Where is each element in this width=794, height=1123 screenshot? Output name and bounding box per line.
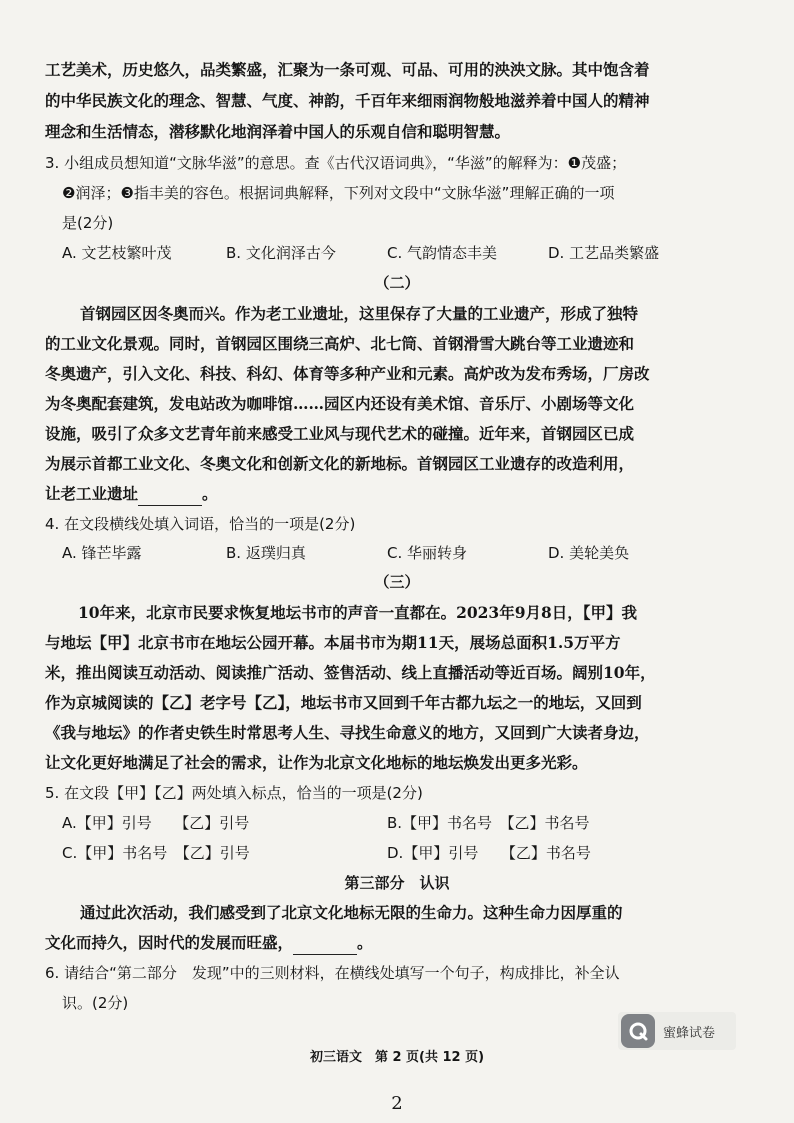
- passage-line: 作为京城阅读的【乙】老字号【乙】，地坛书市又回到千年古都九坛之一的地坛，又回到: [45, 693, 642, 712]
- q-logo-icon: [621, 1014, 655, 1048]
- option-d: D.【甲】引号 【乙】书名号: [387, 844, 591, 862]
- option-d: D. 工艺品类繁盛: [548, 244, 660, 262]
- question-3-text: 是(2分): [62, 214, 114, 232]
- passage-line: 米，推出阅读互动活动、阅读推广活动、签售活动、线上直播活动等近百场。阔别10年，: [45, 663, 656, 682]
- passage-line: [45, 482, 750, 506]
- passage-line: 与地坛【甲】北京书市在地坛公园开幕。本届书市为期11天，展场总面积1.5万平方: [45, 633, 621, 652]
- passage-line: 工艺美术，历史悠久，品类繁盛，汇聚为一条可观、可品、可用的泱泱文脉。其中饱含着: [45, 60, 650, 79]
- passage-line: 的工业文化景观。同时，首钢园区围绕三高炉、北七筒、首钢滑雪大跳台等工业遗迹和: [45, 334, 635, 353]
- option-a: A. 锋芒毕露: [62, 544, 142, 562]
- fill-blank: [293, 938, 357, 955]
- passage-line: 首钢园区因冬奥而兴。作为老工业遗址，这里保存了大量的工业遗产，形成了独特: [80, 304, 639, 323]
- passage-line: 为展示首都工业文化、冬奥文化和创新文化的新地标。首钢园区工业遗存的改造利用，: [45, 454, 635, 473]
- option-d: D. 美轮美奂: [548, 544, 630, 562]
- question-4-text: 4. 在文段横线处填入词语，恰当的一项是(2分): [45, 515, 356, 533]
- passage-line: 《我与地坛》的作者史铁生时常思考人生、寻找生命意义的地方，又回到广大读者身边，: [45, 723, 650, 742]
- page-footer: 初三语文 第 2 页(共 12 页): [309, 1050, 485, 1065]
- passage-line: 通过此次活动，我们感受到了北京文化地标无限的生命力。这种生命力因厚重的: [80, 903, 623, 922]
- question-5-text: 5. 在文段【甲】【乙】两处填入标点，恰当的一项是(2分): [45, 784, 423, 802]
- option-c: C. 华丽转身: [387, 544, 468, 562]
- passage-text: 让老工业遗址: [45, 484, 139, 503]
- part-heading: 第三部分 认识: [344, 874, 450, 892]
- passage-line: 让文化更好地满足了社会的需求，让作为北京文化地标的地坛焕发出更多光彩。: [45, 753, 588, 772]
- passage-line: 设施，吸引了众多文艺青年前来感受工业风与现代艺术的碰撞。近年来，首钢园区已成: [45, 424, 635, 443]
- question-6-text: 识。(2分): [62, 994, 129, 1012]
- section-heading: （二）: [374, 274, 420, 292]
- page-number: 2: [391, 1093, 403, 1114]
- passage-line: 的中华民族文化的理念、智慧、气度、神韵，千百年来细雨润物般地滋养着中国人的精神: [45, 91, 650, 110]
- option-a: A. 文艺枝繁叶茂: [62, 244, 172, 262]
- option-b: B.【甲】书名号 【乙】书名号: [387, 814, 590, 832]
- passage-line: 理念和生活情态，潜移默化地润泽着中国人的乐观自信和聪明智慧。: [45, 122, 511, 141]
- passage-text: 。: [357, 933, 373, 952]
- option-b: B. 返璞归真: [226, 544, 306, 562]
- question-3-text: ❷润泽；❸指丰美的容色。根据词典解释，下列对文段中“文脉华滋”理解正确的一项: [62, 184, 615, 202]
- passage-text: 。: [202, 484, 218, 503]
- section-heading: （三）: [374, 573, 420, 591]
- watermark-text: 蜜蜂试卷: [663, 1025, 716, 1041]
- question-3-text: 3. 小组成员想知道“文脉华滋”的意思。查《古代汉语词典》，“华滋”的解释为：❶茂盛；: [45, 154, 627, 172]
- passage-line: 为冬奥配套建筑，发电站改为咖啡馆……园区内还设有美术馆、音乐厅、小剧场等文化: [45, 394, 635, 413]
- passage-line: [45, 931, 750, 955]
- option-b: B. 文化润泽古今: [226, 244, 336, 262]
- option-c: C. 气韵情态丰美: [387, 244, 498, 262]
- option-c: C.【甲】书名号 【乙】引号: [62, 844, 250, 862]
- fill-blank: [138, 489, 202, 506]
- passage-text: 文化而持久，因时代的发展而旺盛，: [45, 933, 294, 952]
- passage-line: 冬奥遗产，引入文化、科技、科幻、体育等多种产业和元素。高炉改为发布秀场，厂房改: [45, 364, 650, 383]
- watermark-logo: [618, 1012, 736, 1050]
- option-a: A.【甲】引号 【乙】引号: [62, 814, 250, 832]
- passage-line: 10年来，北京市民要求恢复地坛书市的声音一直都在。2023年9月8日，【甲】我: [78, 603, 638, 622]
- question-6-text: 6. 请结合“第二部分 发现”中的三则材料，在横线处填写一个句子，构成排比，补全认: [45, 964, 620, 982]
